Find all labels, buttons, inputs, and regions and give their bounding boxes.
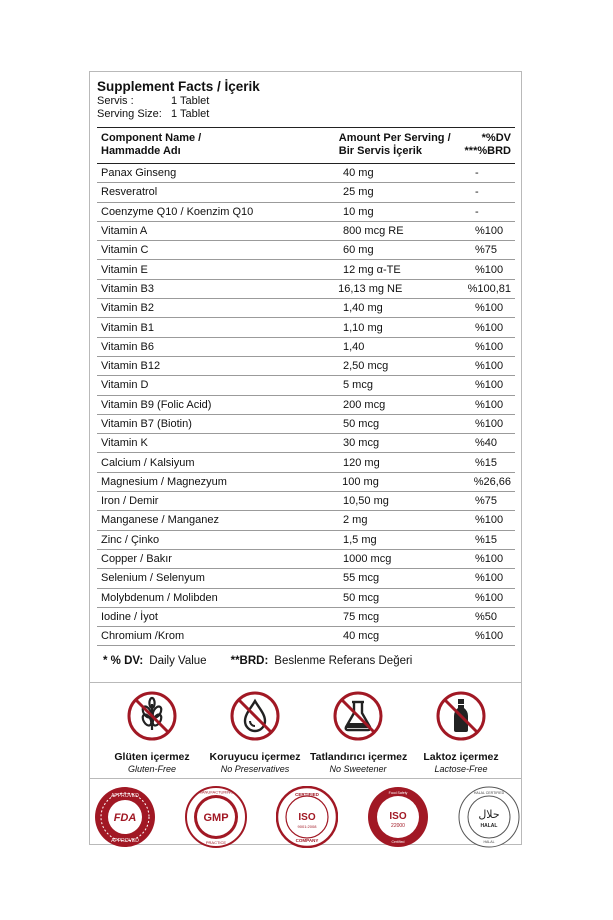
svg-text:ISO: ISO — [298, 812, 316, 823]
daily-value: %100 — [475, 321, 504, 334]
serving-amount: 2 mg — [343, 514, 368, 527]
header-text: Hammadde Adı — [101, 145, 181, 157]
svg-text:9001:2008: 9001:2008 — [297, 824, 317, 829]
component-name: Resveratrol — [101, 186, 158, 199]
serving-amount: 40 mcg — [343, 630, 380, 643]
serving-amount: 50 mcg — [343, 591, 380, 604]
serving-amount: 12 mg α-TE — [343, 263, 401, 276]
badge-subtitle: Gluten-Free — [127, 764, 177, 774]
component-name: Coenzyme Q10 / Koenzim Q10 — [101, 205, 254, 218]
badge-lactose-free — [413, 690, 509, 774]
table-row — [97, 222, 515, 241]
daily-value: %100 — [475, 630, 504, 643]
component-name: Vitamin B12 — [101, 360, 161, 373]
facts-table-body — [97, 164, 515, 646]
serving-amount: 800 mcg RE — [343, 225, 404, 238]
table-row — [97, 608, 515, 627]
header-dv — [465, 132, 515, 158]
header-text: ***%BRD — [464, 145, 511, 157]
table-row — [97, 203, 515, 222]
daily-value: %100 — [475, 572, 504, 585]
table-row — [97, 434, 515, 453]
serving-amount: 10,50 mg — [343, 495, 389, 508]
free-from-badges — [104, 690, 509, 774]
daily-value: %100 — [475, 398, 504, 411]
svg-text:HALAL: HALAL — [483, 840, 495, 844]
serving-amount: 2,50 mcg — [343, 360, 389, 373]
component-name: Zinc / Çinko — [101, 533, 160, 546]
gluten-free-icon — [126, 690, 178, 742]
daily-value: %100 — [475, 340, 504, 353]
daily-value: %15 — [475, 533, 498, 546]
header-component — [101, 132, 339, 158]
daily-value: %75 — [475, 495, 498, 508]
svg-text:APPROVED: APPROVED — [111, 793, 139, 799]
badge-title: Koruyucu içermez — [209, 751, 301, 763]
header-text: Amount Per Serving / — [338, 132, 451, 144]
daily-value: %100 — [475, 379, 504, 392]
component-name: Vitamin C — [101, 244, 149, 257]
serving-amount: 200 mcg — [343, 398, 386, 411]
serving-amount: 1,5 mg — [343, 533, 377, 546]
component-name: Copper / Bakır — [101, 553, 172, 566]
legend-dv-key: * % DV: — [103, 655, 144, 668]
svg-text:APPROVED: APPROVED — [111, 838, 139, 844]
svg-text:ISO: ISO — [389, 811, 407, 822]
table-row — [97, 531, 515, 550]
serving-amount: 16,13 mg NE — [338, 282, 403, 295]
component-name: Vitamin B3 — [101, 282, 154, 295]
component-name: Vitamin A — [101, 225, 148, 238]
daily-value: %26,66 — [473, 475, 511, 488]
iso-9001-seal — [276, 786, 338, 848]
table-row — [97, 357, 515, 376]
serving-line — [97, 95, 515, 108]
svg-text:CERTIFIED: CERTIFIED — [295, 792, 319, 797]
table-row — [97, 415, 515, 434]
table-row — [97, 473, 515, 492]
serving-amount: 40 mg — [343, 167, 374, 180]
table-row — [97, 164, 515, 183]
svg-text:GMP: GMP — [203, 812, 229, 824]
daily-value: %100 — [475, 514, 504, 527]
svg-text:HALAL CERTIFIED: HALAL CERTIFIED — [473, 791, 505, 795]
table-row — [97, 260, 515, 279]
badge-gluten-free — [104, 690, 200, 774]
serving-amount: 5 mcg — [343, 379, 373, 392]
divider — [89, 682, 522, 683]
lactose-free-icon — [435, 690, 487, 742]
serving-amount: 55 mcg — [343, 572, 380, 585]
daily-value: %75 — [475, 244, 498, 257]
daily-value: %100 — [475, 302, 504, 315]
svg-text:PRACTICE: PRACTICE — [205, 840, 227, 845]
table-row — [97, 550, 515, 569]
header-amount — [339, 132, 465, 158]
badge-no-sweetener — [310, 690, 406, 774]
component-name: Manganese / Manganez — [101, 514, 220, 527]
table-row — [97, 492, 515, 511]
table-row — [97, 241, 515, 260]
component-name: Vitamin K — [101, 437, 148, 450]
facts-title: Supplement Facts / İçerik — [97, 79, 260, 94]
daily-value: %100 — [475, 553, 504, 566]
daily-value: %100 — [475, 263, 504, 276]
table-header — [97, 127, 515, 164]
badge-title: Glüten içermez — [114, 751, 190, 763]
svg-text:HALAL: HALAL — [480, 823, 498, 829]
no-preservatives-icon — [229, 690, 281, 742]
badge-subtitle: No Sweetener — [329, 764, 387, 774]
serving-amount: 120 mg — [343, 456, 380, 469]
fda-approved-seal — [94, 786, 156, 848]
serving-amount: 1000 mcg — [343, 553, 392, 566]
badge-no-preservatives — [207, 690, 303, 774]
component-name: Vitamin B2 — [101, 302, 154, 315]
svg-text:MANUFACTURING: MANUFACTURING — [198, 789, 234, 795]
halal-seal — [458, 786, 520, 848]
table-row — [97, 318, 515, 337]
component-name: Vitamin E — [101, 263, 148, 276]
table-row — [97, 396, 515, 415]
serving-value: 1 Tablet — [171, 95, 210, 107]
serving-amount: 30 mcg — [343, 437, 380, 450]
legend-brd-value: Beslenme Referans Değeri — [274, 655, 413, 668]
serving-value: 1 Tablet — [171, 108, 210, 120]
component-name: Vitamin B9 (Folic Acid) — [101, 398, 212, 411]
table-row — [97, 627, 515, 646]
gmp-seal — [185, 786, 247, 848]
daily-value: %100 — [475, 360, 504, 373]
serving-amount: 1,10 mg — [343, 321, 383, 334]
daily-value: - — [475, 167, 479, 180]
serving-amount: 100 mg — [342, 475, 379, 488]
no-sweetener-icon — [332, 690, 384, 742]
header-text: Bir Servis İçerik — [338, 145, 422, 157]
svg-text:FDA: FDA — [113, 812, 137, 824]
table-row — [97, 299, 515, 318]
serving-amount: 50 mcg — [343, 418, 380, 430]
component-name: Molybdenum / Molibden — [101, 591, 218, 604]
component-name: Panax Ginseng — [101, 167, 177, 180]
component-name: Selenium / Selenyum — [101, 572, 205, 585]
component-name: Magnesium / Magnezyum — [101, 475, 227, 488]
svg-text:Food Safety: Food Safety — [388, 791, 408, 795]
table-row — [97, 183, 515, 202]
legend-dv-value: Daily Value — [149, 655, 207, 668]
daily-value: - — [475, 205, 479, 218]
serving-amount: 60 mg — [343, 244, 374, 257]
component-name: Chromium /Krom — [101, 630, 185, 643]
supplement-facts-panel — [97, 74, 515, 667]
iso-22000-seal — [367, 786, 429, 848]
serving-amount: 75 mcg — [343, 610, 380, 623]
component-name: Iodine / İyot — [101, 610, 158, 623]
serving-line — [97, 108, 515, 121]
serving-key: Serving Size: — [97, 108, 162, 120]
table-row — [97, 338, 515, 357]
badge-title: Tatlandırıcı içermez — [310, 751, 408, 763]
header-text: Component Name / — [101, 132, 202, 144]
svg-text:COMPANY: COMPANY — [295, 838, 319, 843]
table-row — [97, 453, 515, 472]
legend — [97, 655, 515, 667]
component-name: Vitamin B7 (Biotin) — [101, 418, 192, 430]
daily-value: %15 — [475, 456, 498, 469]
daily-value: %100 — [475, 225, 504, 238]
serving-amount: 10 mg — [343, 205, 374, 218]
table-row — [97, 569, 515, 588]
certification-seals — [92, 786, 522, 848]
badge-subtitle: No Preservatives — [220, 764, 290, 774]
table-row — [97, 589, 515, 608]
daily-value: %100 — [475, 418, 504, 430]
daily-value: - — [475, 186, 479, 199]
component-name: Vitamin B1 — [101, 321, 154, 334]
component-name: Calcium / Kalsiyum — [101, 456, 195, 469]
serving-amount: 1,40 mg — [343, 302, 383, 315]
component-name: Iron / Demir — [101, 495, 159, 508]
daily-value: %100 — [475, 591, 504, 604]
legend-brd-key: **BRD: — [230, 655, 269, 668]
serving-key: Servis : — [97, 95, 134, 107]
svg-text:Certified: Certified — [391, 840, 405, 844]
header-text: *%DV — [481, 132, 511, 144]
svg-text:22000: 22000 — [391, 823, 405, 829]
table-row — [97, 280, 515, 299]
daily-value: %50 — [475, 610, 498, 623]
component-name: Vitamin B6 — [101, 340, 154, 353]
component-name: Vitamin D — [101, 379, 149, 392]
divider — [89, 778, 522, 779]
daily-value: %100,81 — [467, 282, 511, 295]
svg-text:حلال: حلال — [478, 808, 500, 821]
table-row — [97, 376, 515, 395]
badge-subtitle: Lactose-Free — [434, 764, 488, 774]
table-row — [97, 511, 515, 530]
serving-amount: 25 mg — [343, 186, 374, 199]
badge-title: Laktoz içermez — [423, 751, 499, 763]
daily-value: %40 — [475, 437, 498, 450]
serving-amount: 1,40 — [343, 340, 365, 353]
